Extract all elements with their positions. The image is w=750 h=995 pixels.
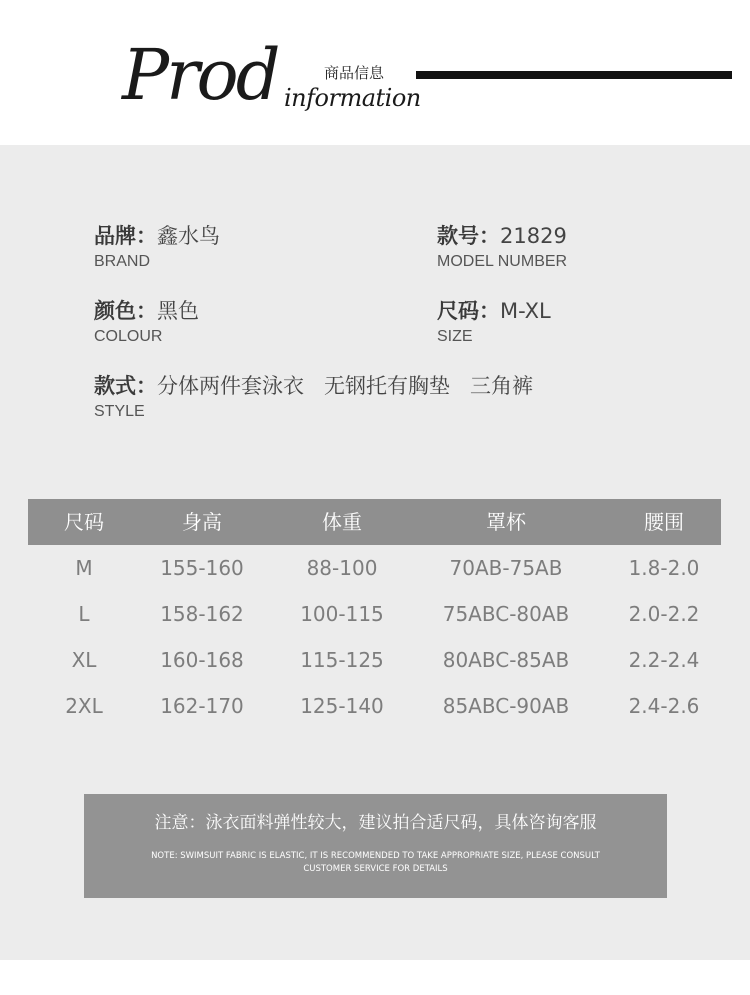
- brand-value: 鑫水鸟: [157, 224, 220, 248]
- style-field: [94, 376, 533, 420]
- colour-value: 黑色: [157, 299, 199, 323]
- cell-size: 2XL: [65, 694, 103, 718]
- cell-waist: 2.4-2.6: [628, 694, 700, 718]
- header-waist: 腰围: [644, 510, 684, 534]
- cell-size: L: [78, 602, 90, 626]
- model-value: 21829: [500, 224, 567, 248]
- size-label: 尺码：: [437, 299, 500, 323]
- cell-weight: 115-125: [300, 648, 384, 672]
- size-value: M-XL: [500, 299, 551, 323]
- style-value: 分体两件套泳衣 无钢托有胸垫 三角裤: [157, 374, 534, 398]
- header-weight: 体重: [322, 510, 362, 534]
- model-field: [437, 226, 567, 270]
- table-row: [28, 591, 721, 637]
- brand-label: 品牌：: [94, 224, 157, 248]
- cell-waist: 1.8-2.0: [628, 556, 700, 580]
- cell-weight: 88-100: [306, 556, 378, 580]
- cell-size: XL: [71, 648, 97, 672]
- product-info-cn-title: 商品信息: [324, 64, 385, 82]
- cell-waist: 2.2-2.4: [628, 648, 700, 672]
- cell-cup: 85ABC-90AB: [442, 694, 570, 718]
- colour-label: 颜色：: [94, 299, 157, 323]
- table-row: [28, 545, 721, 591]
- table-row: [28, 637, 721, 683]
- prod-title: Prod: [122, 34, 278, 116]
- cell-height: 158-162: [160, 602, 244, 626]
- cell-cup: 70AB-75AB: [449, 556, 563, 580]
- notice-en-line2: CUSTOMER SERVICE FOR DETAILS: [303, 864, 448, 875]
- model-label: 款号：: [437, 224, 500, 248]
- size-en-label: SIZE: [437, 328, 473, 345]
- content-panel: [0, 145, 750, 960]
- style-en-label: STYLE: [94, 403, 145, 420]
- colour-field: [94, 301, 199, 345]
- notice-en-line1: NOTE: SWIMSUIT FABRIC IS ELASTIC, IT IS RECOMMENDED TO TAKE APPROPRIATE SIZE, PLEASE CONSULT: [151, 851, 600, 861]
- cell-size: M: [75, 556, 93, 580]
- cell-cup: 75ABC-80AB: [442, 602, 570, 626]
- header-divider: [416, 71, 732, 79]
- size-table-header: [28, 499, 721, 545]
- cell-weight: 100-115: [300, 602, 384, 626]
- information-subtitle: information: [284, 84, 421, 112]
- table-row: [28, 683, 721, 729]
- colour-en-label: COLOUR: [94, 328, 163, 345]
- size-field: [437, 301, 551, 345]
- cell-height: 162-170: [160, 694, 244, 718]
- cell-height: 160-168: [160, 648, 244, 672]
- cell-weight: 125-140: [300, 694, 384, 718]
- brand-en-label: BRAND: [94, 253, 151, 270]
- header-size: 尺码: [64, 510, 104, 534]
- notice-cn-text: 注意：泳衣面料弹性较大，建议拍合适尺码，具体咨询客服: [154, 813, 597, 833]
- header: [0, 0, 750, 145]
- notice-en-text: [84, 850, 667, 876]
- notice-box: [84, 794, 667, 898]
- cell-height: 155-160: [160, 556, 244, 580]
- style-label: 款式：: [94, 374, 157, 398]
- header-height: 身高: [182, 510, 222, 534]
- header-cup: 罩杯: [486, 510, 526, 534]
- model-en-label: MODEL NUMBER: [437, 253, 568, 270]
- size-table: [28, 499, 721, 729]
- brand-field: [94, 226, 220, 270]
- cell-waist: 2.0-2.2: [628, 602, 700, 626]
- cell-cup: 80ABC-85AB: [442, 648, 570, 672]
